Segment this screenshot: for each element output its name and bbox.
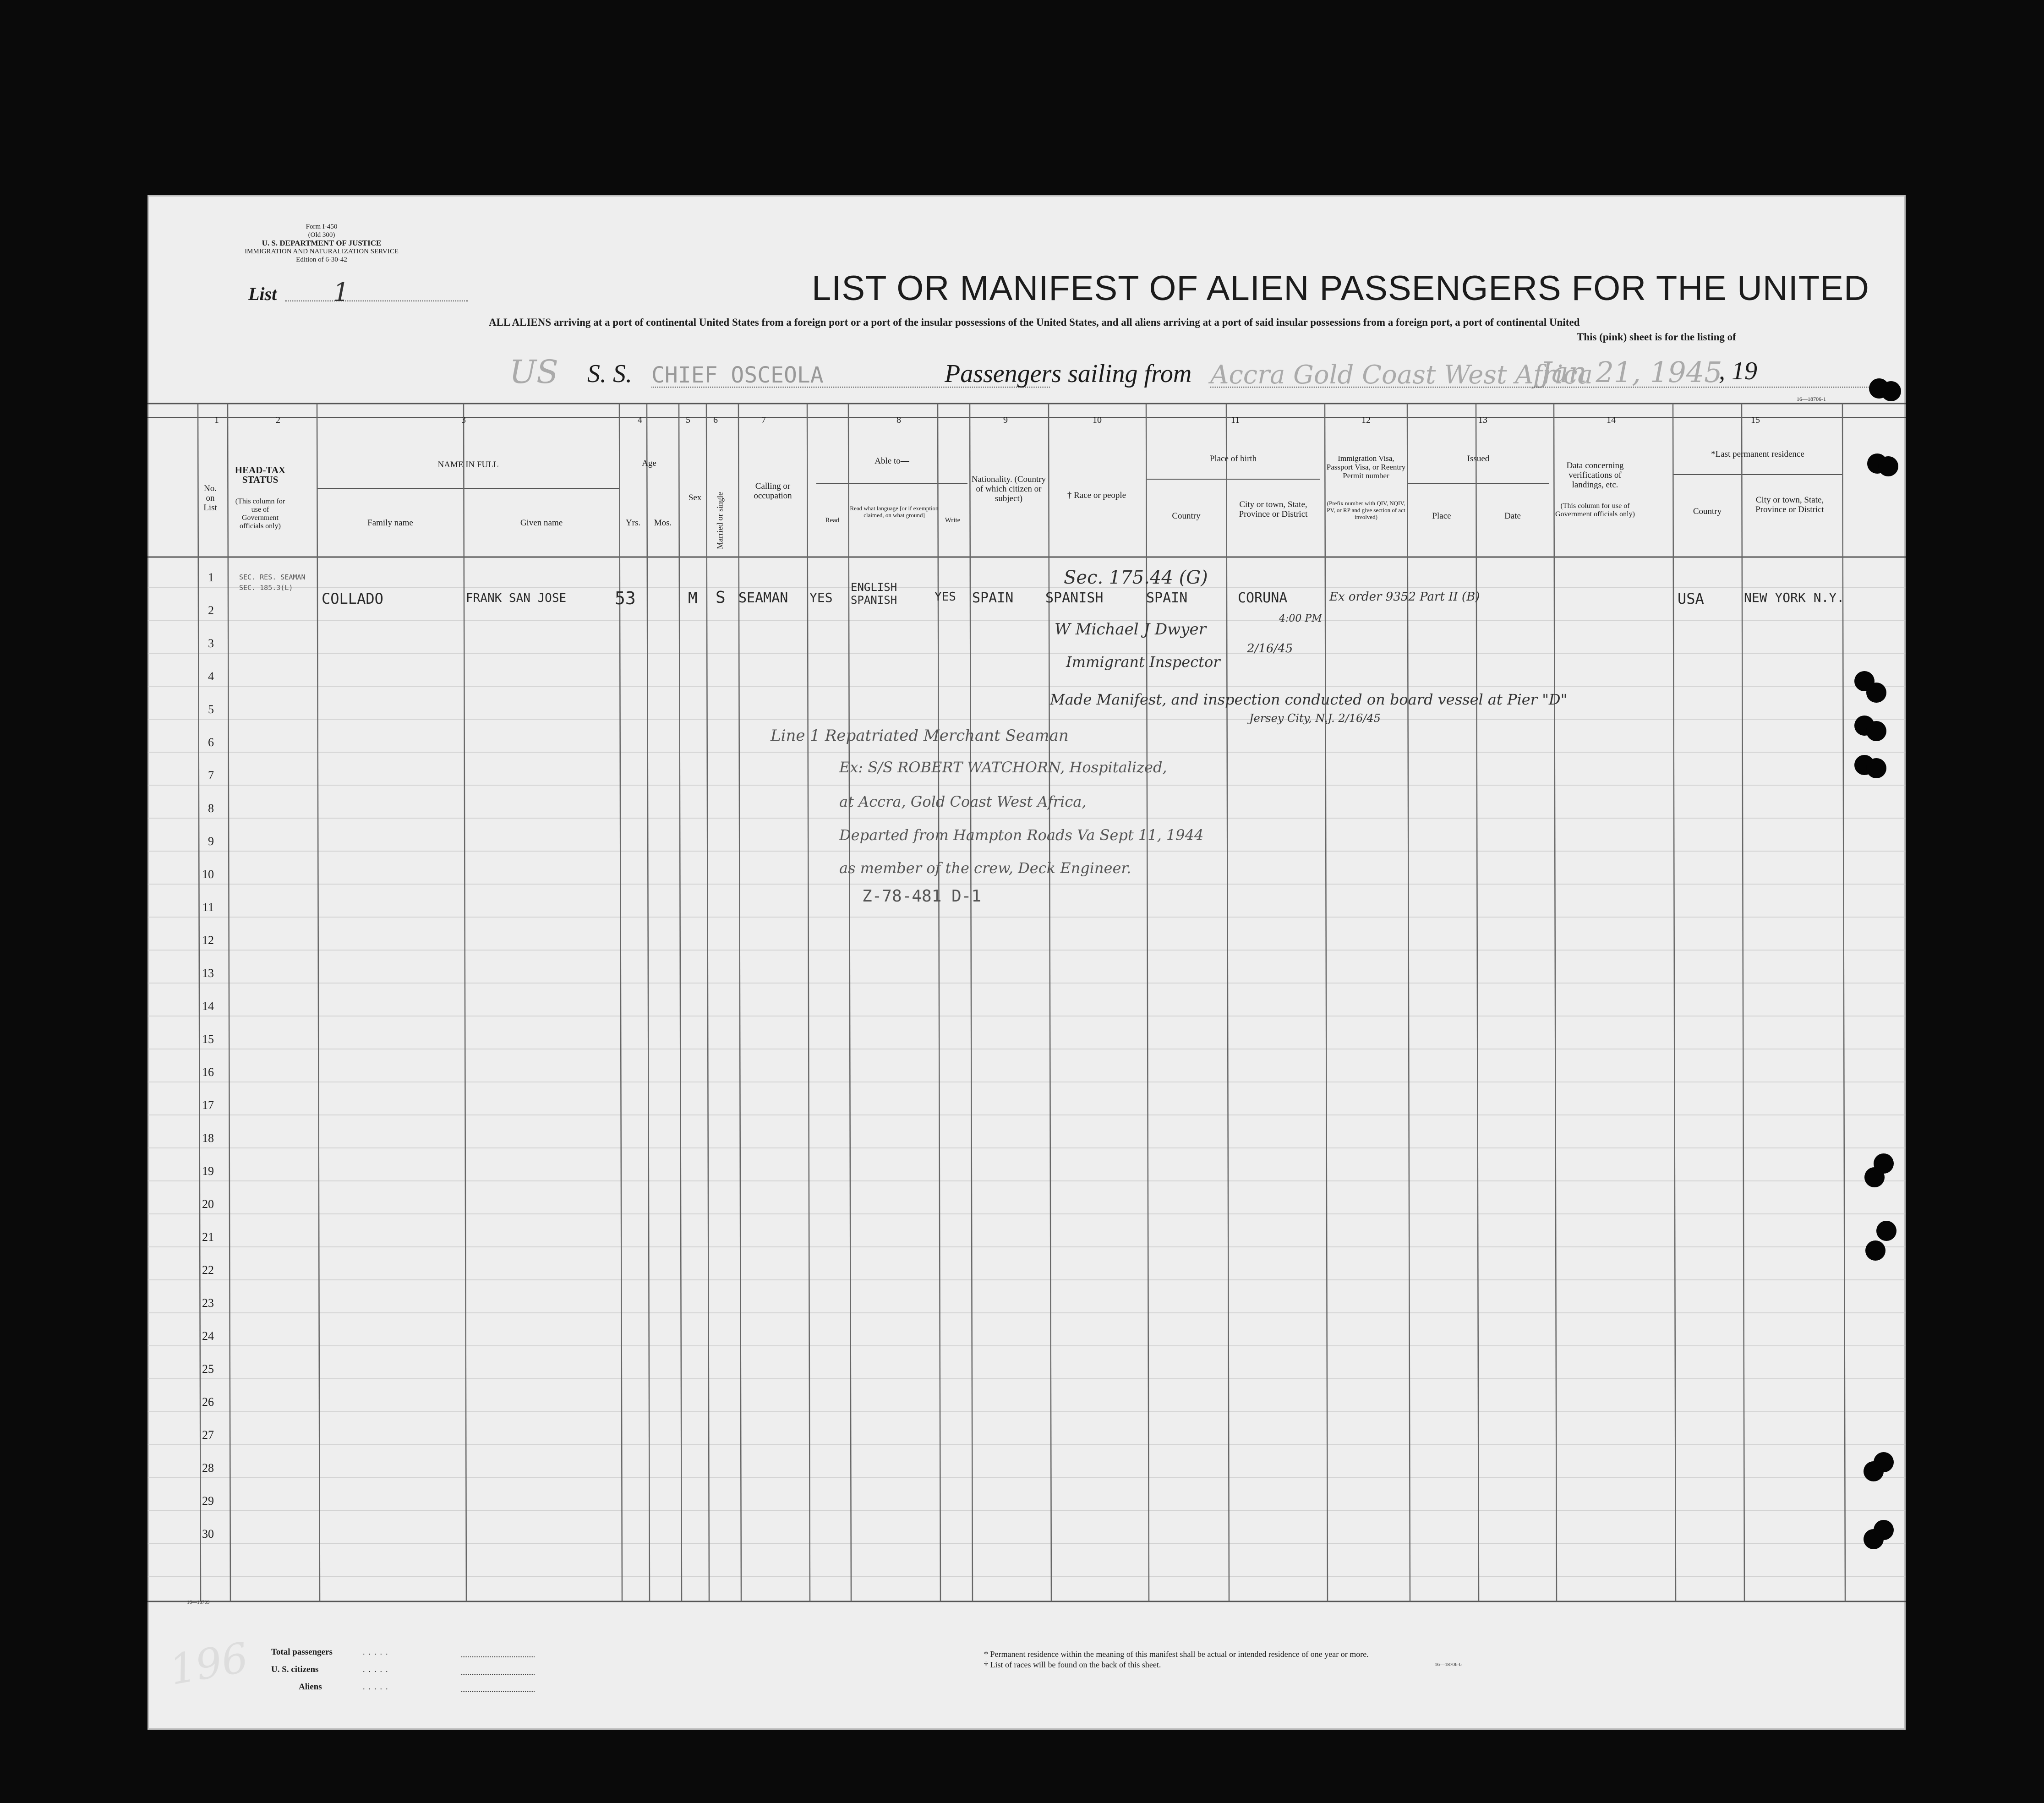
form-old: (Old 300)	[308, 231, 335, 239]
annotation-inspector-time: 4:00 PM	[1279, 613, 1322, 624]
annotation-inspector-date: 2/16/45	[1247, 642, 1293, 656]
row-number: 6	[208, 736, 214, 749]
column-number: 14	[1607, 415, 1616, 425]
note-line-3: at Accra, Gold Coast West Africa,	[839, 793, 1087, 810]
header-issued-date: Date	[1504, 511, 1521, 521]
entry-visa: Ex order 9352 Part II (B)	[1329, 590, 1480, 604]
column-number: 12	[1361, 415, 1371, 425]
header-res-city: City or town, State, Province or District	[1755, 495, 1824, 514]
form-code-bottom-left: 16—18709	[187, 1600, 210, 1605]
entry-res-city: NEW YORK N.Y.	[1744, 590, 1845, 605]
row-number: 17	[202, 1098, 214, 1112]
manifest-sheet	[148, 195, 1906, 1730]
row-number: 16	[202, 1065, 214, 1079]
header-birth-country: Country	[1172, 511, 1201, 521]
column-rule	[1554, 404, 1557, 1601]
list-value: 1	[333, 278, 350, 307]
row-number: 9	[208, 835, 214, 848]
ship-name: CHIEF OSCEOLA	[651, 362, 824, 388]
header-read: Read	[825, 517, 840, 524]
column-rule	[464, 404, 466, 1601]
row-number: 1	[208, 571, 214, 584]
punch-hole-icon	[1866, 721, 1886, 741]
column-rule	[807, 404, 810, 1601]
citizens-blank	[461, 1674, 535, 1675]
row-number: 5	[208, 703, 214, 716]
row-number: 20	[202, 1197, 214, 1211]
column-rule	[228, 404, 230, 1601]
column-rule	[647, 404, 650, 1601]
punch-hole-icon	[1864, 1461, 1884, 1481]
entry-nationality: SPAIN	[972, 590, 1014, 606]
header-data-note: (This column for use of Government officials only)	[1555, 502, 1635, 518]
footnote-1: * Permanent residence within the meaning of this manifest shall be actual or intended residence of one year or more.	[984, 1650, 1369, 1659]
row-number: 14	[202, 1000, 214, 1013]
column-number: 11	[1231, 415, 1240, 425]
row-number: 2	[208, 604, 214, 617]
entry-head-tax-sec: SEC. 185.3(L)	[239, 584, 293, 592]
punch-hole-icon	[1865, 1240, 1886, 1261]
entry-birth-country: SPAIN	[1146, 590, 1188, 606]
header-married: Married or single	[715, 492, 725, 549]
header-read-language: Read what language [or if exemption claimed, on what ground]	[850, 505, 939, 519]
column-number: 1	[214, 415, 219, 425]
service: IMMIGRATION AND NATURALIZATION SERVICE	[245, 248, 399, 255]
entry-race: SPANISH	[1045, 590, 1104, 606]
us-citizens-label: U. S. citizens	[271, 1665, 319, 1674]
annotation-inspector-title: Immigrant Inspector	[1066, 653, 1220, 671]
column-number: 2	[276, 415, 280, 425]
column-number: 9	[1003, 415, 1008, 425]
column-number: 10	[1093, 415, 1102, 425]
form-identifier	[221, 223, 422, 264]
entry-read: YES	[809, 590, 833, 605]
year-label: , 19	[1719, 357, 1757, 385]
punch-hole-icon	[1878, 456, 1898, 476]
header-name-in-full: NAME IN FULL	[437, 460, 499, 470]
header-issued: Issued	[1467, 454, 1490, 464]
header-birth-city: City or town, State, Province or District	[1239, 500, 1308, 519]
punch-hole-icon	[1876, 1221, 1896, 1241]
punch-hole-icon	[1864, 1167, 1885, 1187]
row-number: 18	[202, 1131, 214, 1145]
table-grid	[148, 195, 1906, 1730]
column-number: 15	[1751, 415, 1760, 425]
row-number: 25	[202, 1362, 214, 1376]
sailing-label: Passengers sailing from	[945, 360, 1192, 388]
entry-res-country: USA	[1678, 590, 1704, 607]
entry-calling: SEAMAN	[738, 590, 788, 606]
aliens-blank	[461, 1691, 535, 1692]
annotation-jersey: Jersey City, N.J. 2/16/45	[1249, 712, 1381, 725]
entry-sex: M	[688, 589, 698, 607]
header-yrs: Yrs.	[625, 518, 641, 528]
row-number: 27	[202, 1428, 214, 1442]
column-number: 5	[686, 415, 690, 425]
header-visa: Immigration Visa, Passport Visa, or Reentry Permit number	[1326, 454, 1406, 480]
note-line-5: as member of the crew, Deck Engineer.	[839, 859, 1131, 877]
row-number: 21	[202, 1230, 214, 1244]
entry-language-2: SPANISH	[851, 594, 897, 606]
header-mos: Mos.	[654, 518, 672, 528]
total-dots: .....	[363, 1647, 392, 1656]
form-code-bottom-right: 16—18706-b	[1435, 1662, 1462, 1667]
row-number: 4	[208, 670, 214, 683]
header-calling: Calling or occupation	[754, 481, 792, 501]
aliens-label: Aliens	[299, 1682, 322, 1692]
column-number: 7	[761, 415, 766, 425]
ss-label: S. S.	[587, 360, 632, 388]
row-number: 29	[202, 1494, 214, 1508]
column-rule	[1325, 404, 1328, 1601]
annotation-sec: Sec. 175.44 (G)	[1064, 567, 1208, 588]
note-line-4: Departed from Hampton Roads Va Sept 11, 1944	[839, 826, 1204, 844]
form-number: Form I-450	[306, 223, 338, 230]
list-line	[285, 300, 468, 301]
punch-hole-icon	[1864, 1529, 1884, 1549]
column-number: 13	[1478, 415, 1487, 425]
annotation-inspector-name: W Michael J Dwyer	[1055, 620, 1206, 639]
column-rule	[1476, 404, 1479, 1601]
row-number: 23	[202, 1296, 214, 1310]
header-nationality: Nationality. (Country of which citizen or subject)	[971, 475, 1046, 503]
note-line-1: Line 1 Repatriated Merchant Seaman	[771, 727, 1069, 745]
header-write: Write	[945, 517, 961, 524]
row-number: 15	[202, 1033, 214, 1046]
header-given-name: Given name	[520, 518, 563, 528]
ship-prefix: US	[509, 353, 558, 391]
column-rule	[679, 404, 682, 1601]
header-race: † Race or people	[1067, 491, 1126, 500]
row-number: 24	[202, 1329, 214, 1343]
column-rule	[1049, 404, 1051, 1601]
column-number: 8	[896, 415, 901, 425]
header-head-tax: HEAD-TAX STATUS	[235, 464, 286, 485]
column-rule	[706, 404, 709, 1601]
citizens-dots: .....	[363, 1665, 392, 1674]
department: U. S. DEPARTMENT OF JUSTICE	[262, 239, 382, 247]
note-line-6: Z-78-481 D-1	[862, 887, 982, 906]
subtitle-2: This (pink) sheet is for the listing of	[1577, 331, 1736, 343]
page-number-handwritten: 196	[166, 1633, 252, 1695]
note-line-2: Ex: S/S ROBERT WATCHORN, Hospitalized,	[839, 759, 1167, 776]
page-title: LIST OR MANIFEST OF ALIEN PASSENGERS FOR THE UNITED	[812, 269, 1869, 308]
row-number: 12	[202, 934, 214, 947]
column-rule	[1226, 404, 1229, 1601]
header-issued-place: Place	[1432, 511, 1451, 521]
column-rule	[970, 404, 973, 1601]
row-number: 10	[202, 868, 214, 881]
aliens-dots: .....	[363, 1682, 392, 1691]
column-rule	[1407, 404, 1410, 1601]
row-number: 7	[208, 769, 214, 782]
row-number: 19	[202, 1164, 214, 1178]
entry-given-name: FRANK SAN JOSE	[466, 591, 567, 605]
list-label: List	[248, 284, 277, 304]
edition: Edition of 6-30-42	[296, 256, 347, 263]
subtitle: ALL ALIENS arriving at a port of continental United States from a foreign port or a port of the insular possessions of the United States, and all aliens arriving at a port of said insular possessions from a foreign port, a port of continental United	[489, 317, 1580, 328]
footnote-2: † List of races will be found on the back of this sheet.	[984, 1660, 1161, 1669]
punch-hole-icon	[1866, 758, 1886, 778]
entry-write: YES	[935, 590, 956, 604]
header-age: Age	[642, 459, 656, 468]
row-number: 28	[202, 1461, 214, 1475]
row-number: 22	[202, 1263, 214, 1277]
header-res-country: Country	[1693, 507, 1722, 516]
header-sex: Sex	[688, 493, 702, 503]
entry-birth-city: CORUNA	[1238, 590, 1288, 606]
column-rule	[738, 404, 741, 1601]
total-passengers-label: Total passengers	[271, 1647, 333, 1657]
punch-hole-icon	[1881, 381, 1901, 401]
punch-hole-icon	[1866, 683, 1886, 703]
entry-head-tax: SEC. RES. SEAMAN	[239, 573, 306, 581]
column-rule	[317, 404, 320, 1601]
form-code-top: 16—18706-1	[1797, 396, 1826, 402]
column-rule	[1673, 404, 1676, 1601]
row-number: 26	[202, 1395, 214, 1409]
header-visa-note: (Prefix number with QIV, NQIV, PV, or RP and give section of act involved)	[1327, 500, 1405, 520]
row-number: 13	[202, 967, 214, 980]
sailing-line	[1210, 387, 1888, 388]
sailing-from: Accra Gold Coast West Africa	[1210, 360, 1593, 390]
entry-language-1: ENGLISH	[851, 581, 897, 594]
entry-married: S	[716, 588, 726, 607]
header-data-concerning: Data concerning verifications of landings, etc.	[1566, 461, 1624, 490]
column-rule	[619, 404, 622, 1601]
column-number: 3	[461, 415, 466, 425]
column-rule	[1742, 404, 1744, 1601]
column-number: 6	[713, 415, 718, 425]
total-blank	[461, 1656, 535, 1657]
header-head-tax-note: (This column for use of Government officials only)	[235, 497, 285, 530]
entry-yrs: 53	[615, 588, 636, 608]
row-number: 11	[202, 901, 214, 914]
column-rule	[1842, 404, 1845, 1601]
header-last-residence: *Last permanent residence	[1711, 449, 1804, 459]
sailing-date: Jan 21, 1945	[1540, 355, 1722, 389]
header-family-name: Family name	[367, 518, 413, 528]
row-number: 8	[208, 802, 214, 815]
header-no-on-list: No. on List	[203, 484, 217, 513]
column-rule	[938, 404, 940, 1601]
column-number: 4	[638, 415, 642, 425]
row-number: 3	[208, 637, 214, 650]
row-number: 30	[202, 1527, 214, 1541]
header-place-of-birth: Place of birth	[1209, 454, 1257, 464]
entry-family-name: COLLADO	[322, 590, 383, 607]
annotation-made-manifest: Made Manifest, and inspection conducted on board vessel at Pier "D"	[1050, 691, 1568, 708]
header-able-to: Able to—	[874, 456, 909, 466]
